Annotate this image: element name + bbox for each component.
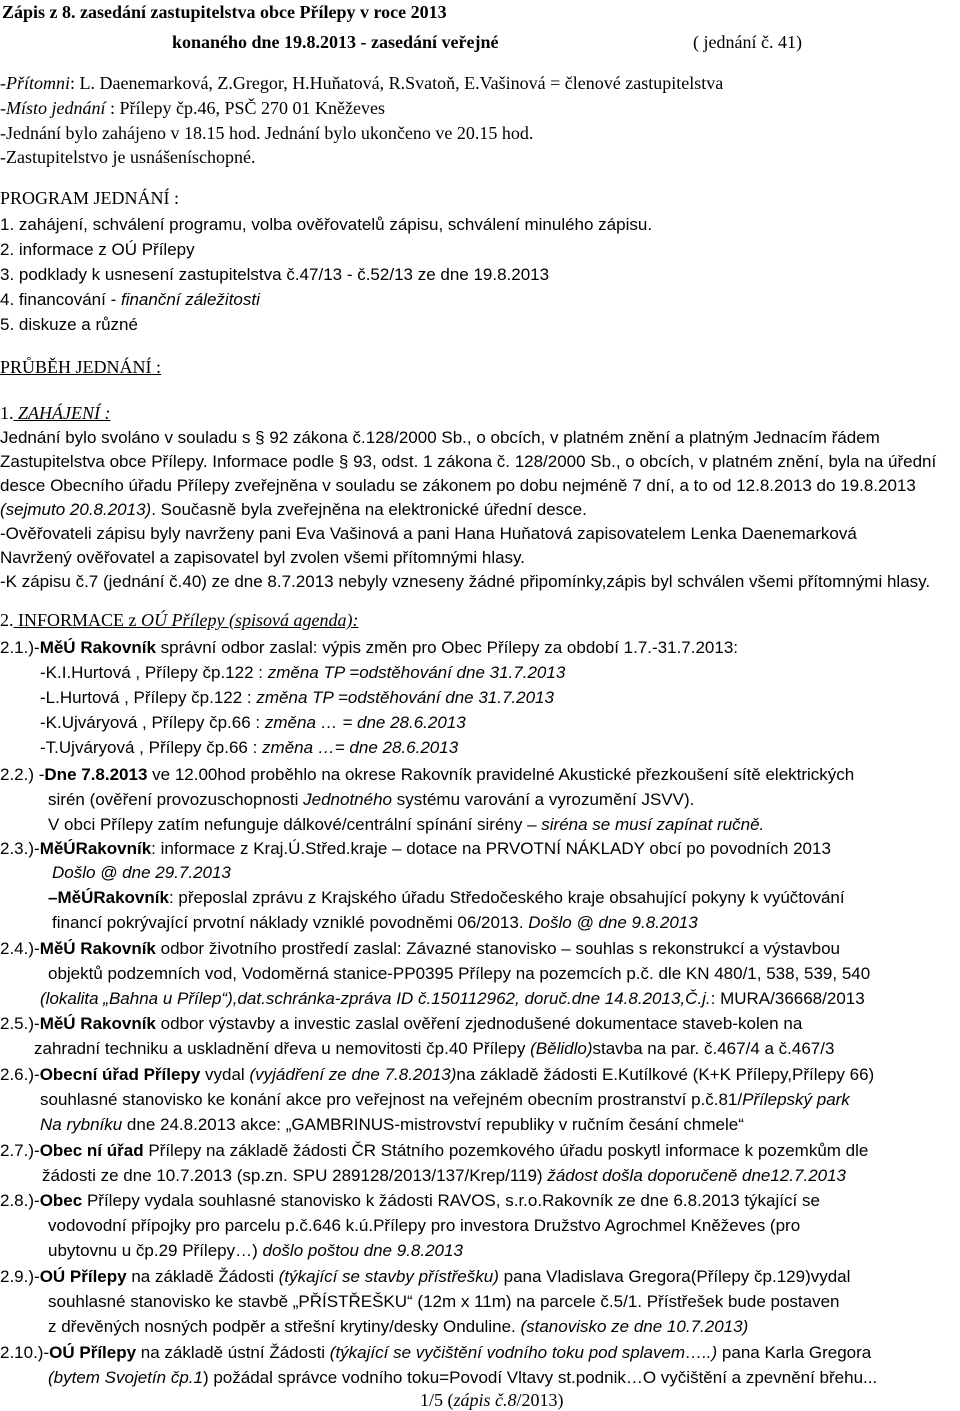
section-1-line: desce Obecního úřadu Přílepy zveřejněna v souladu se zákonem po dobu nejméně 7 dní, a to od 12.8.2013 do 19.8.2013 [0,476,916,495]
item-org: –MěÚRakovník [48,888,169,907]
section-2-number: 2. [0,610,14,630]
item-number: 2.7.)- [0,1141,40,1160]
info-item-2-6 [0,1064,874,1086]
info-item-2-9-line: souhlasné stanovisko ke stavbě „PŘÍSTŘEŠKU“ (12m x 11m) na parcele č.5/1. Přístřešek bude postaven [48,1292,840,1311]
removal-date: (sejmuto 20.8.2013) [0,500,152,519]
item-number: 2.5.)- [0,1014,40,1033]
info-item-2-3-line [52,912,698,934]
item-text: žádosti ze dne 10.7.2013 (sp.zn. SPU 289128/2013/137/Krep/119) [42,1166,548,1185]
item-text: sirén (ověření provozuschopnosti [48,790,304,809]
change-person: -T.Ujváryová , Přílepy čp.66 : [40,738,263,757]
section-1-line: -K zápisu č.7 (jednání č.40) ze dne 8.7.2013 nebyly vzneseny žádné připomínky,zápis byl schválen všemi přítomnými hlasy. [0,572,931,591]
change-detail: změna TP =odstěhování dne 31.7.2013 [267,663,566,682]
item-number: 2.8.)- [0,1191,40,1210]
quorum-line: -Zastupitelstvo je usnášeníschopné. [0,147,256,167]
item-text: ve 12.00hod proběhlo na okrese Rakovník pravidelné Akustické přezkoušení sítě elektrických [147,765,855,784]
removal-note: . Současně byla zveřejněna na elektronické úřední desce. [151,500,587,519]
title-place: Přílepy v roce 2013 [299,2,447,22]
change-row [40,662,565,684]
section-2-heading [0,609,358,631]
item-text: zahradní techniku a uskladnění dřeva u nemovitosti čp.40 Přílepy [34,1039,531,1058]
section-2-title-italic: OÚ Přílepy (spisová agenda): [141,610,359,630]
document-title [2,1,447,23]
item-text: souhlasné stanovisko ke konání akce pro veřejnost na veřejném obecním prostranství p.č.81/ [40,1090,743,1109]
section-1-heading [0,402,110,424]
place-line [0,97,385,119]
change-detail: změna TP =odstěhování dne 31.7.2013 [256,688,554,707]
item-text-italic: (Bělidlo) [530,1039,593,1058]
info-item-2-8-line [48,1240,463,1262]
section-1-line: Navržený ověřovatel a zapisovatel byl zvolen všemi přítomnými hlasy. [0,548,526,567]
place-label: -Místo jednání [0,98,106,118]
item-org: MěÚ [39,638,76,657]
item-org: Obecní úřad Přílepy [39,1065,201,1084]
item-text-italic: (stanovisko ze dne 10.7.2013) [520,1317,749,1336]
info-item-2-6-line [40,1114,744,1136]
change-person: -K.I.Hurtová , Přílepy čp.122 : [40,663,268,682]
item-text-italic: Jednotného [303,790,393,809]
item-text-italic: došlo poštou dne 9.8.2013 [262,1241,463,1260]
change-row [40,712,466,734]
item-number: 2.3.)- [0,839,40,858]
item-text-italic: (týkající se vyčištění vodního toku pod splavem…..) [329,1343,718,1362]
item-text: dne 24.8.2013 akce: „GAMBRINUS-mistrovství republiky v ručním česání chmele“ [122,1115,744,1134]
program-item-4-italic: finanční záležitosti [120,290,260,309]
item-text: systému varování a vyrozumění JSVV). [392,790,695,809]
item-org: MěÚ Rakovník [39,939,156,958]
item-org: Rakovník [80,638,156,657]
item-number: 2.4.)- [0,939,40,958]
item-number: 2.9.)- [0,1267,40,1286]
item-text: vydal [200,1065,250,1084]
item-number: 2.6.)- [0,1065,40,1084]
info-item-2-4-line: objektů podzemních vod, Vodoměrná stanice-PP0395 Přílepy na pozemcích p.č. dle KN 480/1, 538, 539, 540 [48,964,871,983]
section-1-number: 1. [0,403,14,423]
info-item-2-2-line [48,789,694,811]
program-heading: PROGRAM JEDNÁNÍ : [0,188,180,208]
proceedings-heading: PRŮBĚH JEDNÁNÍ : [0,357,162,377]
item-text: V obci Přílepy zatím nefunguje dálkové/centrální spínání sirény – [48,815,542,834]
page-footer [420,1389,564,1411]
program-item: 2. informace z OÚ Přílepy [0,240,195,259]
program-item-4-text: 4. financování - [0,290,121,309]
item-text: ) požádal správce vodního toku=Povodí Vltavy st.podnik…O vyčištění a zpevnění břehu... [202,1368,878,1387]
change-person: -L.Hurtová , Přílepy čp.122 : [40,688,257,707]
change-detail: změna …= dne 28.6.2013 [262,738,459,757]
footer-text: /2013) [516,1390,564,1410]
info-item-2-3-line [48,887,845,909]
document-subtitle: konaného dne 19.8.2013 - zasedání veřejné [172,32,499,52]
item-text: financí pokrývající prvotní náklady vzniklé povodněmi 06/2013. [52,913,529,932]
item-text: na základě žádosti E.Kutílkové (K+K Přílepy,Přílepy 66) [456,1065,875,1084]
item-org: OÚ Přílepy [49,1343,137,1362]
received-note: Došlo @ dne 29.7.2013 [52,863,231,882]
info-item-2-8-line: vodovodní přípojky pro parcelu p.č.646 k.ú.Přílepy pro investora Družstvo Agrochmel Kněževes (pro [48,1216,801,1235]
item-date: Dne 7.8.2013 [44,765,148,784]
section-1-line [0,499,587,521]
time-line: -Jednání bylo zahájeno v 18.15 hod. Jednání bylo ukončeno ve 20.15 hod. [0,123,534,143]
change-person: -K.Ujváryová , Přílepy čp.66 : [40,713,265,732]
section-1-line: Zastupitelstva obce Přílepy. Informace podle § 93, odst. 1 zákona č. 128/2000 Sb., o obcích, v platném znění, byla na úřední [0,452,937,471]
present-line [0,72,723,94]
item-text-italic: žádost došla doporučeně dne12.7.2013 [547,1166,847,1185]
info-item-2-4 [0,938,840,960]
item-text-italic: Na rybníku [40,1115,123,1134]
change-row [40,737,458,759]
item-text: : přeposlal zprávu z Krajského úřadu Středočeského kraje obsahující pokyny k vyúčtování [168,888,845,907]
footer-italic: zápis č.8 [453,1390,517,1410]
item-text-italic: siréna se musí zapínat ručně. [541,815,765,834]
change-row [40,687,554,709]
item-text: na základě ústní Žádosti [136,1343,330,1362]
item-number: 2.1.)- [0,638,40,657]
program-item: 3. podklady k usnesení zastupitelstva č.47/13 - č.52/13 ze dne 19.8.2013 [0,265,550,284]
info-item-2-10 [0,1342,871,1364]
info-item-2-8 [0,1190,820,1212]
item-number: 2.2.) - [0,765,45,784]
item-org: MěÚ Rakovník [39,1014,156,1033]
item-text: stavba na par. č.467/4 a č.467/3 [592,1039,835,1058]
item-text: Přílepy na základě žádosti ČR Státního pozemkového úřadu poskytl informace k pozemkům dle [143,1141,869,1160]
present-text: : L. Daenemarková, Z.Gregor, H.Huňatová, R.Svatoň, E.Vašinová = členové zastupitelstva [70,73,724,93]
program-item [0,289,260,311]
info-item-2-7-line [42,1165,846,1187]
program-item: 5. diskuze a různé [0,315,138,334]
info-item-2-1 [0,637,738,659]
info-item-2-6-line [40,1089,850,1111]
item-text: na základě Žádosti [126,1267,279,1286]
item-text-italic: Přílepský park [742,1090,850,1109]
program-item: 1. zahájení, schválení programu, volba ověřovatelů zápisu, schválení minulého zápisu. [0,215,653,234]
item-text: z dřevěných nosných podpěr a střešní krytiny/desky Onduline. [48,1317,521,1336]
item-text: odbor výstavby a investic zaslal ověření zjednodušené dokumentace staveb-kolen na [155,1014,803,1033]
info-item-2-5-line [34,1038,834,1060]
info-item-2-9-line [48,1316,748,1338]
item-text: ubytovnu u čp.29 Přílepy…) [48,1241,263,1260]
info-item-2-7 [0,1140,868,1162]
change-detail: změna … = dne 28.6.2013 [264,713,466,732]
meeting-number: ( jednání č. 41) [693,32,802,52]
info-item-2-9 [0,1266,850,1288]
item-text-italic: (lokalita „Bahna u Přílep“),dat.schránka-zpráva ID č.150112962, doruč.dne 14.8.2013,Č.j. [40,989,711,1008]
section-2-title: INFORMACE z [13,610,142,630]
item-text: pana Vladislava Gregora(Přílepy čp.129)vydal [498,1267,851,1286]
section-1-line: Jednání bylo svoláno v souladu s § 92 zákona č.128/2000 Sb., o obcích, v platném znění a platným Jednacím řádem [0,428,880,447]
info-item-2-3 [0,838,831,860]
info-item-2-4-line [40,988,865,1010]
item-text: odbor životního prostředí zaslal: Závazné stanovisko – souhlas s rekonstrukcí a výstavbou [155,939,841,958]
item-text-italic: (vyjádření ze dne 7.8.2013) [249,1065,457,1084]
item-org: Obec ní úřad [39,1141,144,1160]
item-text: pana Karla Gregora [717,1343,872,1362]
item-text: Přílepy vydala souhlasné stanovisko k žádosti RAVOS, s.r.o.Rakovník ze dne 6.8.2013 týkající se [82,1191,820,1210]
item-org: OÚ Přílepy [39,1267,127,1286]
title-text: Zápis z 8. zasedání zastupitelstva obce [2,2,300,22]
item-text: : informace z Kraj.Ú.Střed.kraje – dotace na PRVOTNÍ NÁKLADY obcí po povodních 2013 [151,839,831,858]
footer-text: 1/5 ( [420,1390,454,1410]
info-item-2-2 [0,764,854,786]
section-1-line: -Ověřovateli zápisu byly navrženy pani Eva Vašinová a pani Hana Huňatová zapisovatelem Lenka Daenemarková [0,524,857,543]
item-number: 2.10.)- [0,1343,50,1362]
item-org: MěÚRakovník [39,839,152,858]
item-text-italic: (bytem Svojetín čp.1 [48,1368,203,1387]
item-text: : MURA/36668/2013 [710,989,865,1008]
item-text: správní odbor zaslal: výpis změn pro Obec Přílepy za období 1.7.-31.7.2013: [155,638,739,657]
item-text-italic: (týkající se stavby přístřešku) [278,1267,499,1286]
info-item-2-5 [0,1013,802,1035]
received-note: Došlo @ dne 9.8.2013 [528,913,698,932]
section-1-title: ZAHÁJENÍ : [13,403,111,423]
place-text: : Přílepy čp.46, PSČ 270 01 Kněževes [105,98,385,118]
present-label: -Přítomni [0,73,70,93]
info-item-2-2-line [48,814,764,836]
info-item-2-10-line [48,1367,877,1389]
item-org: Obec [39,1191,83,1210]
